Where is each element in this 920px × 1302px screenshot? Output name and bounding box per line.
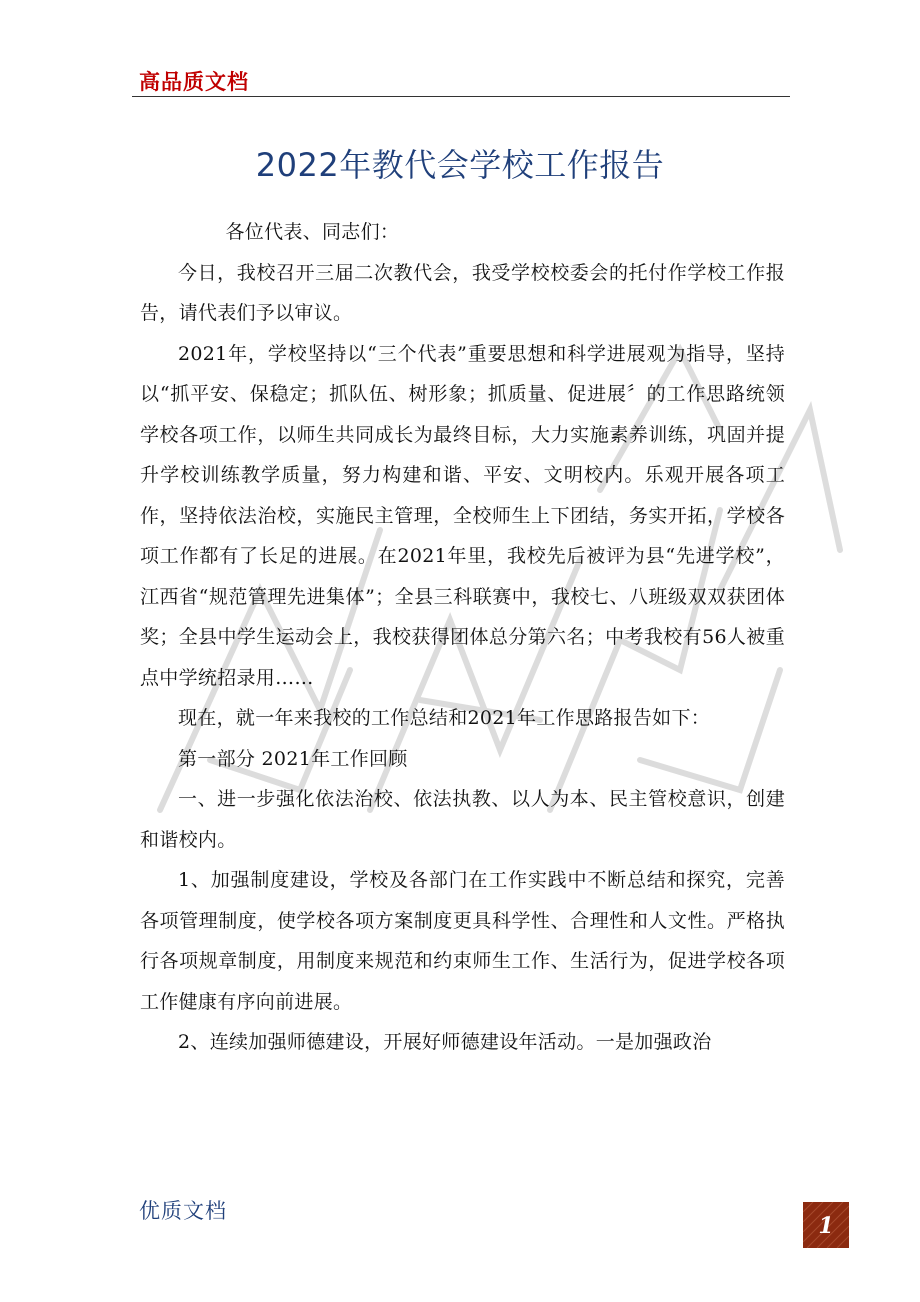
page-number: 1 xyxy=(818,1213,834,1239)
paragraph: 现在，就一年来我校的工作总结和2021年工作思路报告如下： xyxy=(178,707,711,729)
paragraph: 2、连续加强师德建设，开展好师德建设年活动。一是加强政治 xyxy=(178,1031,712,1053)
header-divider xyxy=(132,96,790,97)
paragraph: 一、进一步强化依法治校、依法执教、以人为本、民主管校意识，创建和谐校内。 xyxy=(140,788,785,851)
document-body xyxy=(140,212,785,1063)
header-label: 高品质文档 xyxy=(139,70,249,94)
footer-label: 优质文档 xyxy=(139,1199,227,1223)
paragraph: 1、加强制度建设，学校及各部门在工作实践中不断总结和探究，完善各项管理制度，使学校各项方案制度更具科学性、合理性和人文性。严格执行各项规章制度，用制度来规范和约束师生工作、生活行为，促进学校各项工作健康有序向前进展。 xyxy=(140,869,785,1013)
paragraph: 今日，我校召开三届二次教代会，我受学校校委会的托付作学校工作报告，请代表们予以审议。 xyxy=(140,261,785,324)
document-title: 2022年教代会学校工作报告 xyxy=(255,146,665,184)
paragraph: 各位代表、同志们： xyxy=(225,221,400,243)
page-number-badge xyxy=(803,1202,849,1248)
section-heading: 第一部分 2021年工作回顾 xyxy=(178,747,408,770)
paragraph: 2021年，学校坚持以“三个代表”重要思想和科学进展观为指导，坚持以“抓平安、保稳定；抓队伍、树形象；抓质量、促进展〞的工作思路统领学校各项工作，以师生共同成长为最终目标，大力实施素养训练，巩固并提升学校训练教学质量，努力构建和谐、平安、文明校内。乐观开展各项工作，坚持依法治校，实施民主管理，全校师生上下团结，务实开拓，学校各项工作都有了长足的进展。在2021年里，我校先后被评为县“先进学校”，江西省“规范管理先进集体”；全县三科联赛中，我校七、八班级双双获团体奖；全县中学生运动会上，我校获得团体总分第六名；中考我校有56人被重点中学统招录用…… xyxy=(140,342,785,689)
